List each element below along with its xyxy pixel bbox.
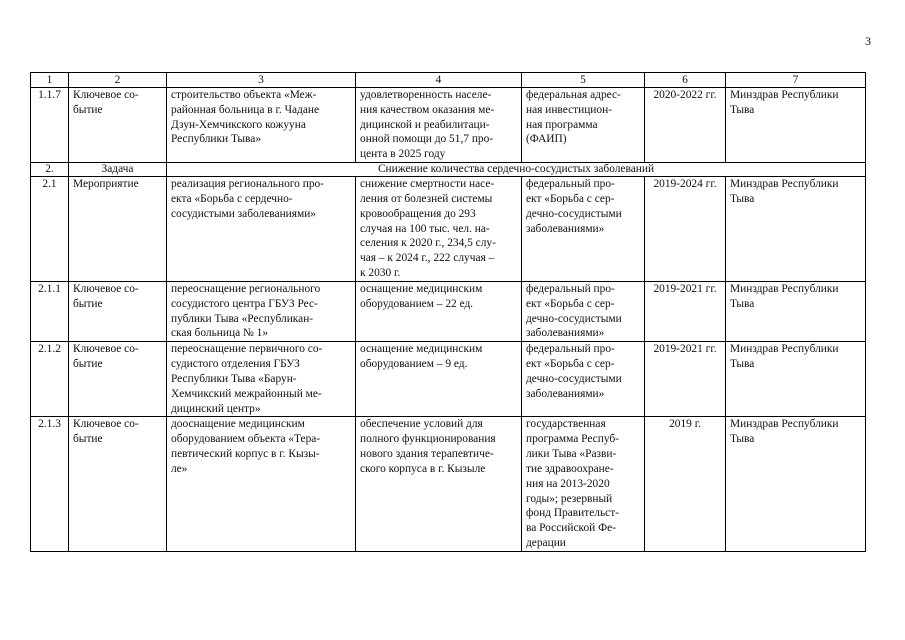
- row-number-cell: 1.1.7: [31, 88, 69, 163]
- funding-source-cell: федеральная адрес- ная инвестицион- ная программа (ФАИП): [522, 88, 645, 163]
- description-cell: переоснащение первичного со- судистого отделения ГБУЗ Республики Тыва «Барун- Хемчикский межрайонный ме- дицинский центр»: [167, 342, 356, 417]
- column-number: 3: [167, 73, 356, 88]
- column-number: 1: [31, 73, 69, 88]
- responsible-cell: Минздрав Республики Тыва: [726, 281, 866, 341]
- column-number: 4: [356, 73, 522, 88]
- column-number: 6: [645, 73, 726, 88]
- period-cell: 2019 г.: [645, 417, 726, 551]
- table-row: [31, 281, 866, 341]
- event-type-cell: Ключевое со- бытие: [69, 281, 167, 341]
- column-number: 7: [726, 73, 866, 88]
- column-number: 2: [69, 73, 167, 88]
- table-row: [31, 88, 866, 163]
- funding-source-cell: федеральный про- ект «Борьба с сер- дечно-сосудистыми заболеваниями»: [522, 342, 645, 417]
- table-row: [31, 417, 866, 551]
- responsible-cell: Минздрав Республики Тыва: [726, 88, 866, 163]
- funding-source-cell: федеральный про- ект «Борьба с сер- дечно-сосудистыми заболеваниями»: [522, 281, 645, 341]
- description-cell: реализация регионального про- екта «Борьба с сердечно- сосудистыми заболеваниями»: [167, 177, 356, 282]
- result-cell: снижение смертности насе- ления от болезней системы кровообращения до 293 случая на 100 тыс. чел. на- селения к 2020 г., 234,5 слу- чая – к 2024 г., 222 случая – к 2030 г.: [356, 177, 522, 282]
- description-cell: строительство объекта «Меж- районная больница в г. Чадане Дзун-Хемчикского кожууна Республики Тыва»: [167, 88, 356, 163]
- description-cell: дооснащение медицинским оборудованием объекта «Тера- певтический корпус в г. Кызы- ле»: [167, 417, 356, 551]
- column-number-row: [31, 73, 866, 88]
- column-number: 5: [522, 73, 645, 88]
- page-number: 3: [865, 34, 871, 48]
- responsible-cell: Минздрав Республики Тыва: [726, 177, 866, 282]
- description-cell: переоснащение регионального сосудистого центра ГБУЗ Рес- публики Тыва «Республикан- ская больница № 1»: [167, 281, 356, 341]
- period-cell: 2019-2021 гг.: [645, 281, 726, 341]
- funding-source-cell: государственная программа Респуб- лики Тыва «Разви- тие здравоохране- ния на 2013-2020 годы»; резервный фонд Правительст- ва Российской Фе- дерации: [522, 417, 645, 551]
- row-number-cell: 2.1.1: [31, 281, 69, 341]
- row-number-cell: 2.1.3: [31, 417, 69, 551]
- row-number-cell: 2.1.2: [31, 342, 69, 417]
- event-type-cell: Ключевое со- бытие: [69, 88, 167, 163]
- period-cell: 2019-2024 гг.: [645, 177, 726, 282]
- responsible-cell: Минздрав Республики Тыва: [726, 417, 866, 551]
- section-type-cell: Задача: [69, 163, 167, 177]
- result-cell: удовлетворенность населе- ния качеством оказания ме- дицинской и реабилитаци- онной помощи до 51,7 про- цента в 2025 году: [356, 88, 522, 163]
- plan-table: [30, 72, 866, 552]
- row-number-cell: 2.1: [31, 177, 69, 282]
- period-cell: 2019-2021 гг.: [645, 342, 726, 417]
- funding-source-cell: федеральный про- ект «Борьба с сер- дечно-сосудистыми заболеваниями»: [522, 177, 645, 282]
- responsible-cell: Минздрав Республики Тыва: [726, 342, 866, 417]
- event-type-cell: Мероприятие: [69, 177, 167, 282]
- event-type-cell: Ключевое со- бытие: [69, 342, 167, 417]
- result-cell: оснащение медицинским оборудованием – 9 ед.: [356, 342, 522, 417]
- table-row: [31, 177, 866, 282]
- section-number-cell: 2.: [31, 163, 69, 177]
- period-cell: 2020-2022 гг.: [645, 88, 726, 163]
- section-row: [31, 163, 866, 177]
- event-type-cell: Ключевое со- бытие: [69, 417, 167, 551]
- result-cell: оснащение медицинским оборудованием – 22 ед.: [356, 281, 522, 341]
- result-cell: обеспечение условий для полного функционирования нового здания терапевтиче- ского корпуса в г. Кызыле: [356, 417, 522, 551]
- table-row: [31, 342, 866, 417]
- section-title-cell: Снижение количества сердечно-сосудистых заболеваний: [167, 163, 866, 177]
